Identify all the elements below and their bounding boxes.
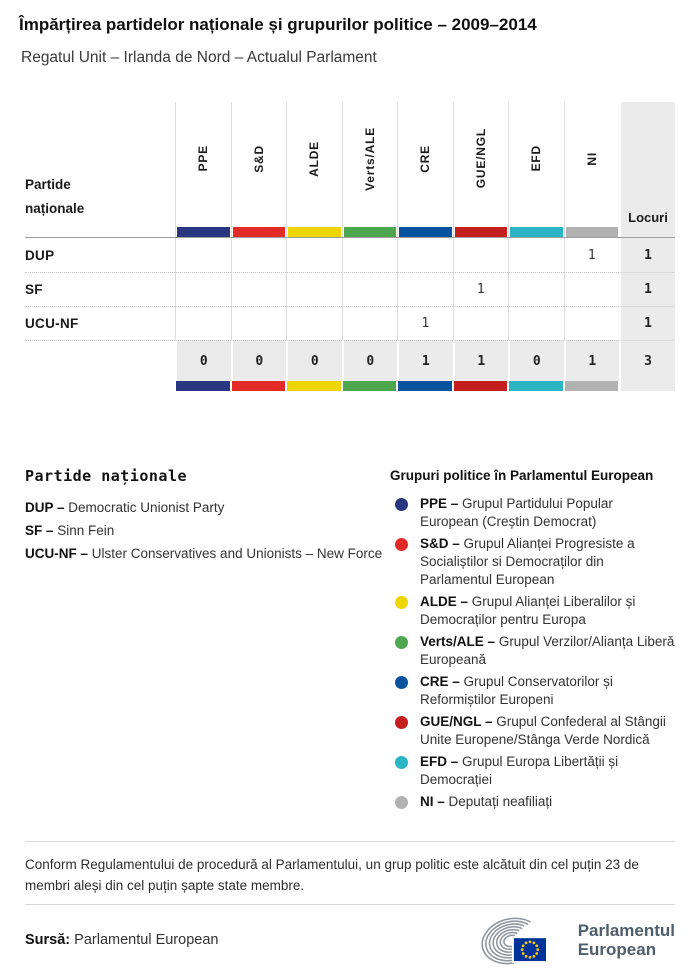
group-legend-item: Verts/ALE – Grupul Verzilor/Alianța Liberă Europeană <box>390 633 675 669</box>
group-label: GUE/NGL <box>473 128 488 189</box>
group-color-bar <box>454 381 508 391</box>
group-column-header <box>564 102 620 237</box>
group-label: NI <box>584 151 599 166</box>
group-legend-title: Grupuri politice în Parlamentul European <box>390 468 654 483</box>
group-column-header <box>453 102 509 237</box>
total-cell: 0 <box>286 340 342 381</box>
group-color-dot <box>395 676 408 689</box>
total-cell: 1 <box>397 340 453 381</box>
seats-table <box>25 102 675 391</box>
group-color-bar <box>232 381 286 391</box>
group-color-bar <box>344 227 397 237</box>
table-totals-row <box>25 340 675 381</box>
value-cell <box>342 272 398 306</box>
page-title: Împărțirea partidelor naționale și grupurilor politice – 2009–2014 <box>19 15 537 34</box>
total-cell: 1 <box>564 340 620 381</box>
group-column-header <box>175 102 231 237</box>
value-cell <box>564 306 620 340</box>
group-color-dot <box>395 538 408 551</box>
group-color-bar <box>343 381 397 391</box>
value-cell <box>508 306 564 340</box>
group-color-dot <box>395 636 408 649</box>
party-label: SF <box>25 272 175 306</box>
group-column-header <box>231 102 287 237</box>
legend-section <box>25 467 675 815</box>
value-cell <box>342 306 398 340</box>
value-cell <box>342 238 398 272</box>
total-seats-cell: 3 <box>619 340 675 381</box>
seats-cell: 1 <box>619 306 675 340</box>
group-color-bar <box>287 381 341 391</box>
group-label: PPE <box>196 145 211 172</box>
total-cell: 0 <box>508 340 564 381</box>
eu-flag <box>513 937 547 962</box>
group-color-bar <box>399 227 452 237</box>
party-legend-title: Partide naționale <box>25 467 188 485</box>
seats-cell: 1 <box>619 272 675 306</box>
table-bottom-bars <box>25 381 675 391</box>
group-legend-item: ALDE – Grupul Alianței Liberalilor și Democraților pentru Europa <box>390 593 675 629</box>
group-label: EFD <box>529 145 544 172</box>
total-cell: 0 <box>231 340 287 381</box>
value-cell <box>397 238 453 272</box>
group-label: S&D <box>251 144 266 173</box>
value-cell <box>231 272 287 306</box>
group-color-bar <box>566 227 619 237</box>
group-color-bar <box>509 381 563 391</box>
group-legend-item: CRE – Grupul Conservatorilor și Reformiștilor Europeni <box>390 673 675 709</box>
totals-empty-cell <box>25 340 175 381</box>
group-color-bar <box>398 381 452 391</box>
group-color-bar <box>233 227 286 237</box>
group-color-dot <box>395 716 408 729</box>
page-subtitle: Regatul Unit – Irlanda de Nord – Actualul Parlament <box>21 49 377 66</box>
group-color-bar <box>177 227 230 237</box>
total-cell: 0 <box>342 340 398 381</box>
group-color-bar <box>288 227 341 237</box>
logo-text: Parlamentul European <box>577 921 675 959</box>
group-column-header <box>508 102 564 237</box>
group-column-header <box>397 102 453 237</box>
group-color-dot <box>395 596 408 609</box>
group-legend-item: PPE – Grupul Partidului Popular European (Creștin Democrat) <box>390 495 675 531</box>
table-corner-header: Partide naționale <box>25 177 85 216</box>
group-label: ALDE <box>307 140 322 177</box>
party-legend <box>25 467 390 815</box>
seats-cell: 1 <box>619 238 675 272</box>
divider <box>25 904 675 905</box>
value-cell <box>564 272 620 306</box>
table-row-dup <box>25 238 675 272</box>
party-legend-item: SF – Sinn Fein <box>25 523 115 538</box>
seats-column-header: Locuri <box>619 102 675 237</box>
group-color-dot <box>395 756 408 769</box>
table-row-ucu-nf <box>25 306 675 340</box>
group-legend <box>390 467 675 815</box>
value-cell <box>453 238 509 272</box>
group-legend-item: S&D – Grupul Alianței Progresiste a Socialiștilor si Democraților din Parlamentul European <box>390 535 675 589</box>
group-legend-item: GUE/NGL – Grupul Confederal al Stângii Unite Europene/Stânga Verde Nordică <box>390 713 675 749</box>
group-label: Verts/ALE <box>362 126 377 191</box>
value-cell <box>175 306 231 340</box>
footer <box>25 911 675 969</box>
value-cell <box>175 272 231 306</box>
value-cell: 1 <box>453 272 509 306</box>
group-color-bar <box>565 381 619 391</box>
hemicycle-icon <box>480 912 568 968</box>
group-label: CRE <box>418 144 433 173</box>
value-cell <box>231 306 287 340</box>
table-header-row <box>25 102 675 238</box>
value-cell <box>397 272 453 306</box>
table-row-sf <box>25 272 675 306</box>
group-legend-item: EFD – Grupul Europa Libertății și Democrației <box>390 753 675 789</box>
value-cell <box>453 306 509 340</box>
party-legend-item: UCU-NF – Ulster Conservatives and Unionists – New Force <box>25 546 383 561</box>
value-cell <box>508 238 564 272</box>
value-cell <box>175 238 231 272</box>
value-cell: 1 <box>397 306 453 340</box>
value-cell <box>231 238 287 272</box>
source-line: Sursă: Parlamentul European <box>25 932 219 948</box>
group-color-dot <box>395 498 408 511</box>
group-color-bar <box>455 227 508 237</box>
group-color-dot <box>395 796 408 809</box>
total-cell: 0 <box>175 340 231 381</box>
group-legend-item: NI – Deputați neafiliați <box>390 793 675 811</box>
value-cell: 1 <box>564 238 620 272</box>
page-header <box>19 14 675 68</box>
party-label: DUP <box>25 247 55 263</box>
group-color-bar <box>510 227 563 237</box>
party-label: UCU-NF <box>25 306 175 340</box>
group-column-header <box>286 102 342 237</box>
total-cell: 1 <box>453 340 509 381</box>
party-legend-item: DUP – Democratic Unionist Party <box>25 500 225 515</box>
group-color-bar <box>176 381 230 391</box>
group-column-header <box>342 102 398 237</box>
value-cell <box>286 238 342 272</box>
footnote-text: Conform Regulamentului de procedură al Parlamentului, un grup politic este alcătuit din cel puțin 23 de membri aleși din cel puțin șapte state membre. <box>25 857 639 893</box>
value-cell <box>286 306 342 340</box>
value-cell <box>508 272 564 306</box>
european-parliament-logo <box>480 912 675 968</box>
value-cell <box>286 272 342 306</box>
